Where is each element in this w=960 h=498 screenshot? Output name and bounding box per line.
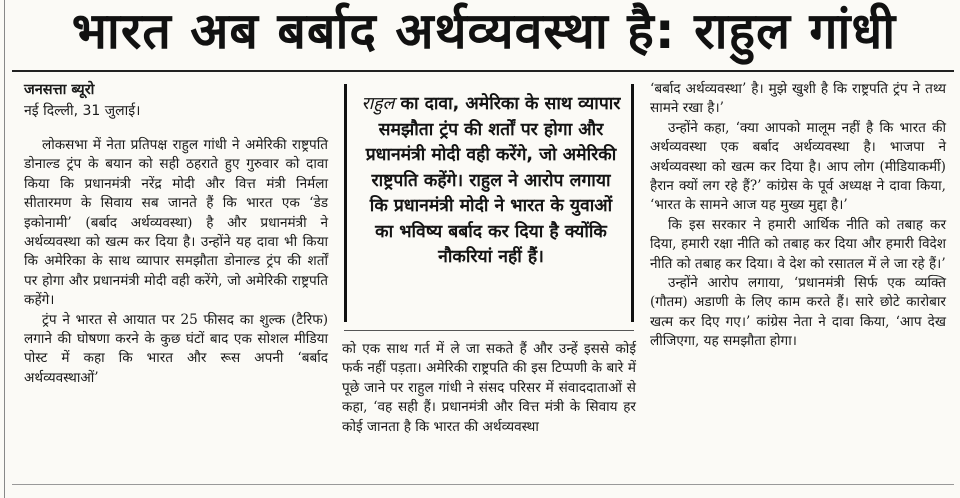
column3-paragraph-2: उन्होंने कहा, ‘क्या आपको मालूम नहीं है कि भारत की अर्थव्यवस्था एक बर्बाद अर्थव्यवस्था है। भाजपा ने अर्थव्यवस्था को खत्म कर दिया है। आप लोग (मीडियाकर्मी) हैरान क्यों लग रहे हैं?’ कांग्रेस के पूर्व अध्यक्ष ने दावा किया, ‘भारत के सामने आज यह मुख्य मुद्दा है।’ — [650, 119, 946, 214]
column2-paragraph-1: को एक साथ गर्त में ले जा सकते हैं और उन्हें इससे कोई फर्क नहीं पड़ता। अमेरिकी राष्ट्रपति की इस टिप्पणी के बारे में पूछे जाने पर राहुल गांधी ने संसद परिसर में संवाददाताओं से कहा, ‘वह सही हैं। प्रधानमंत्री और वित्त मंत्री के सिवाय हर कोई जानता है कि भारत की अर्थव्यवस्था — [342, 341, 636, 435]
pull-quote-text: का दावा, अमेरिका के साथ व्यापार समझौता ट्रंप की शर्तों पर होगा और प्रधानमंत्री मोदी वही करेंगे, जो अमेरिकी राष्ट्रपति कहेंगे। राहुल ने आरोप लगाया कि प्रधानमंत्री मोदी ने भारत के युवाओं का भविष्य बर्बाद कर दिया है क्योंकि नौकरियां नहीं हैं। — [365, 94, 621, 267]
headline: भारत अब बर्बाद अर्थव्यवस्था है: राहुल गांधी — [71, 2, 897, 60]
column1-paragraph-1: लोकसभा में नेता प्रतिपक्ष राहुल गांधी ने अमेरिकी राष्ट्रपति डोनाल्ड ट्रंप के बयान को सही ठहराते हुए गुरुवार को दावा किया कि प्रधानमंत्री नरेंद्र मोदी और वित्त मंत्री निर्मला सीतारमण के सिवाय सब जानते हैं कि भारत एक ‘डेड इकोनामी’ (बर्बाद अर्थव्यवस्था) है और प्रधानमंत्री ने अर्थव्यवस्था को खत्म कर दिया है। उन्होंने यह दावा भी किया कि अमेरिका के साथ व्यापार समझौता डोनाल्ड ट्रंप की शर्तों पर होगा और प्रधानमंत्री मोदी वही करेंगे, जो अमेरिकी राष्ट्रपति कहेंगे। — [24, 137, 328, 309]
column3-paragraph-4: उन्होंने आरोप लगाया, ‘प्रधानमंत्री सिर्फ एक व्यक्ति (गौतम) अडाणी के लिए काम करते हैं। सारे छोटे कारोबार खत्म कर दिए गए।’ कांग्रेस नेता ने दावा किया, ‘आप देख लीजिएगा, यह समझौता होगा। — [650, 275, 946, 350]
dateline: नई दिल्ली, 31 जुलाई। — [24, 103, 141, 119]
left-border-line — [4, 0, 5, 498]
column3-paragraph-1: ‘बर्बाद अर्थव्यवस्था’ है। मुझे खुशी है कि राष्ट्रपति ट्रंप ने तथ्य सामने रखा है।’ — [650, 81, 946, 117]
article-column-1 — [24, 80, 328, 388]
pull-quote-divider — [344, 330, 634, 331]
column3-paragraph-3: कि इस सरकार ने हमारी आर्थिक नीति को तबाह कर दिया, हमारी रक्षा नीति को तबाह कर दिया और हमारी विदेश नीति को तबाह कर दिया। वे देश को रसातल में ले जा रहे हैं।’ — [650, 216, 946, 272]
pull-quote-lead: राहुल — [361, 94, 395, 114]
article-column-2 — [342, 340, 636, 437]
article-column-3 — [650, 80, 946, 352]
headline-divider — [12, 70, 954, 72]
byline-agency: जनसत्ता ब्यूरो — [24, 82, 95, 98]
column1-paragraph-2: ट्रंप ने भारत से आयात पर 25 फीसद का शुल्क (टैरिफ) लगाने की घोषणा करने के कुछ घंटों बाद एक सोशल मीडिया पोस्ट में कहा कि भारत और रूस अपनी ‘बर्बाद अर्थव्यवस्थाओं’ — [24, 311, 328, 386]
pull-quote — [344, 84, 634, 322]
bottom-divider — [12, 484, 954, 485]
